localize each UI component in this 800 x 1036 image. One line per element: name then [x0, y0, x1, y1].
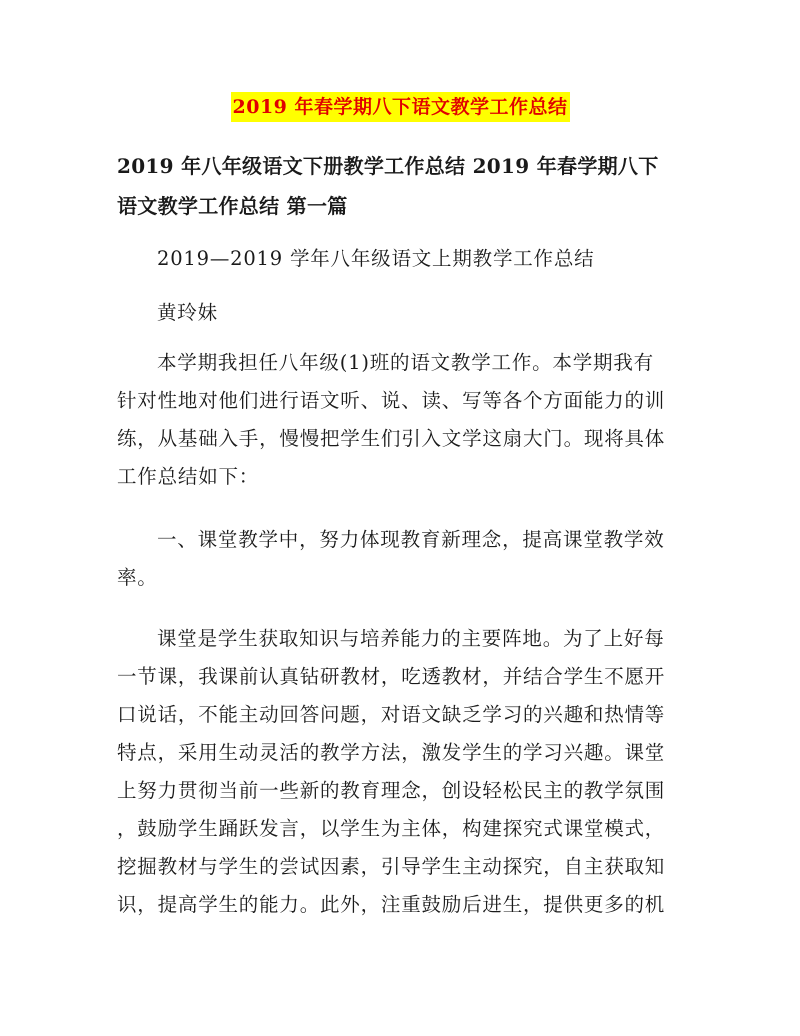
paragraph-line: 挖掘教材与学生的尝试因素，引导学生主动探究，自主获取知: [117, 855, 666, 878]
section-line: 率。: [117, 566, 158, 589]
document-heading: [117, 146, 687, 226]
subtitle-paragraph: [117, 240, 687, 278]
section-heading-1: [117, 521, 687, 597]
heading-line: 语文教学工作总结 第一篇: [117, 194, 348, 218]
paragraph-line: 练，从基础入手，慢慢把学生们引入文学这扇大门。现将具体: [117, 427, 666, 450]
paragraph-line: 上努力贯彻当前一些新的教育理念，创设轻松民主的教学氛围: [117, 779, 666, 802]
subtitle-text: 2019—2019 学年八年级语文上期教学工作总结: [157, 247, 595, 270]
title-container: [0, 92, 800, 122]
paragraph-line: 工作总结如下：: [117, 465, 260, 488]
document-title: 2019 年春学期八下语文教学工作总结: [231, 92, 570, 122]
paragraph-line: 识，提高学生的能力。此外，注重鼓励后进生，提供更多的机: [117, 893, 666, 916]
heading-line: 2019 年八年级语文下册教学工作总结 2019 年春学期八下: [117, 154, 659, 178]
paragraph-line: ，鼓励学生踊跃发言，以学生为主体，构建探究式课堂模式，: [117, 817, 666, 840]
body-paragraph-2: [117, 620, 687, 924]
body-paragraph-1: [117, 344, 687, 496]
author-paragraph: [117, 294, 687, 332]
paragraph-line: 课堂是学生获取知识与培养能力的主要阵地。为了上好每: [157, 627, 665, 650]
author-name: 黄玲妹: [157, 301, 218, 324]
paragraph-line: 特点，采用生动灵活的教学方法，激发学生的学习兴趣。课堂: [117, 741, 666, 764]
paragraph-line: 口说话，不能主动回答问题，对语文缺乏学习的兴趣和热情等: [117, 703, 666, 726]
paragraph-line: 一节课，我课前认真钻研教材，吃透教材，并结合学生不愿开: [117, 665, 666, 688]
section-line: 一、课堂教学中，努力体现教育新理念，提高课堂教学效: [157, 528, 665, 551]
paragraph-line: 本学期我担任八年级(1)班的语文教学工作。本学期我有: [157, 351, 654, 374]
paragraph-line: 针对性地对他们进行语文听、说、读、写等各个方面能力的训: [117, 389, 666, 412]
